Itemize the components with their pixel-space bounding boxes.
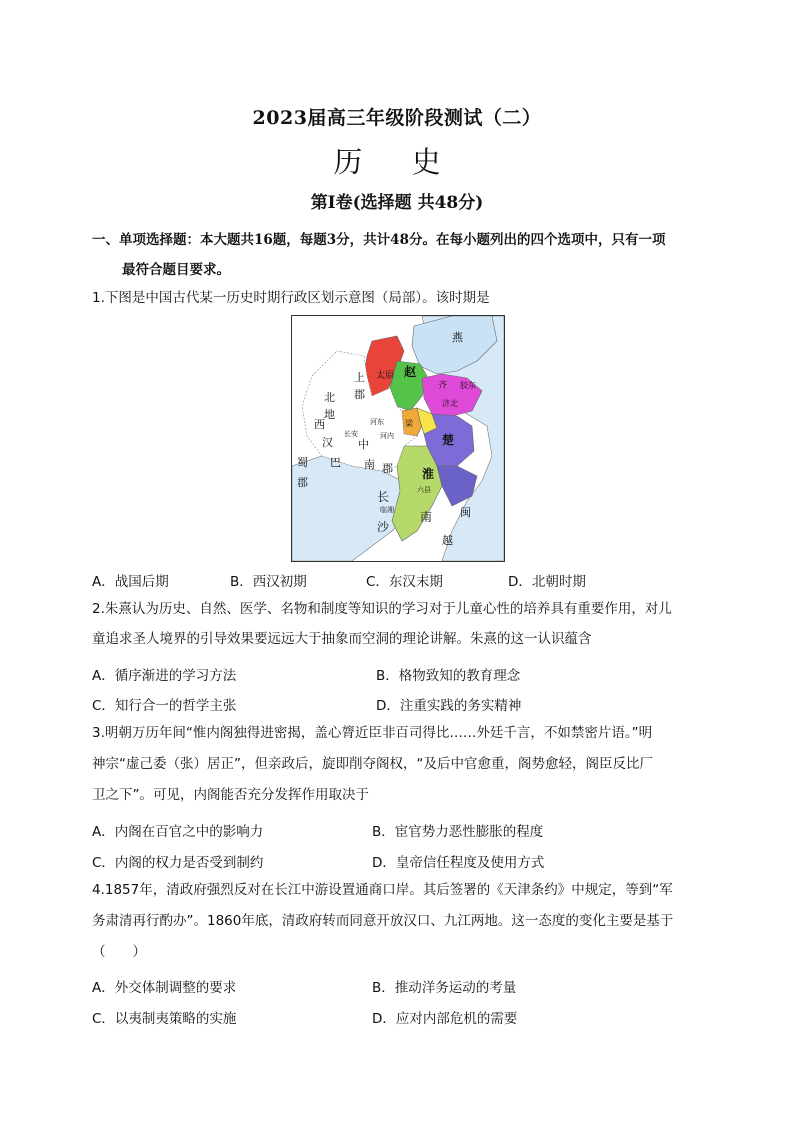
- section-instructions: [92, 225, 712, 285]
- q3-stem-line-1: 3.明朝万历年间“惟内阁独得进密揭，盖心膂近臣非百司得比……外廷千言，不如禁密片语。”明: [92, 725, 653, 741]
- svg-text:地: 地: [324, 408, 335, 421]
- q3-option-b[interactable]: B．宦官势力恶性膨胀的程度: [372, 824, 544, 840]
- svg-text:临湘: 临湘: [380, 506, 394, 514]
- q3-stem-line-3: 卫之下”。可见，内阁能否充分发挥作用取决于: [92, 787, 369, 803]
- q3-option-d[interactable]: D．皇帝信任程度及使用方式: [372, 855, 545, 871]
- part-title: 第Ⅰ卷(选择题 共48分): [310, 193, 484, 213]
- svg-text:闽: 闽: [460, 506, 471, 519]
- q1-option-a[interactable]: A．战国后期: [92, 574, 169, 590]
- svg-text:长: 长: [377, 490, 390, 504]
- svg-text:南: 南: [364, 458, 375, 471]
- q4-stem-line-3: （ ）: [92, 944, 146, 960]
- svg-text:巴: 巴: [330, 456, 341, 469]
- svg-text:太原: 太原: [376, 371, 395, 381]
- map-label-yan: 燕: [452, 331, 463, 344]
- svg-text:上: 上: [354, 371, 365, 384]
- q3-stem-line-2: 神宗“虚己委（张）居正”，但亲政后，旋即削夺阁权，“及后中官愈重，阁势愈轻，阁臣反比厂: [92, 756, 653, 772]
- q2-option-a[interactable]: A．循序渐进的学习方法: [92, 668, 237, 684]
- svg-text:南: 南: [420, 510, 433, 524]
- section-line-2: 最符合题目要求。: [122, 262, 230, 278]
- q2-stem-line-1: 2.朱熹认为历史、自然、医学、名物和制度等知识的学习对于儿童心性的培养具有重要作用，对儿: [92, 601, 672, 617]
- q2-option-c[interactable]: C．知行合一的哲学主张: [92, 698, 237, 714]
- svg-text:汉: 汉: [322, 436, 333, 449]
- q1-option-b[interactable]: B．西汉初期: [230, 574, 307, 590]
- svg-text:胶东: 胶东: [460, 381, 476, 390]
- svg-text:沙: 沙: [377, 520, 390, 534]
- q3-option-a[interactable]: A．内阁在百官之中的影响力: [92, 824, 264, 840]
- svg-text:六县: 六县: [417, 486, 431, 494]
- section-line-1: 一、单项选择题：本大题共16题，每题3分，共计48分。在每小题列出的四个选项中，只有一项: [92, 232, 666, 248]
- svg-text:郡: 郡: [297, 476, 308, 489]
- svg-text:齐: 齐: [438, 381, 448, 391]
- q4-option-b[interactable]: B．推动洋务运动的考量: [372, 980, 517, 996]
- svg-text:楚: 楚: [442, 433, 455, 447]
- svg-text:蜀: 蜀: [297, 456, 308, 469]
- q4-option-d[interactable]: D．应对内部危机的需要: [372, 1011, 518, 1027]
- svg-text:郡: 郡: [354, 388, 365, 401]
- q2-option-b[interactable]: B．格物致知的教育理念: [376, 668, 521, 684]
- q2-option-d[interactable]: D．注重实践的务实精神: [376, 698, 522, 714]
- q4-option-a[interactable]: A．外交体制调整的要求: [92, 980, 237, 996]
- q1-option-c[interactable]: C．东汉末期: [366, 574, 443, 590]
- exam-title: 2023届高三年级阶段测试（二）: [252, 107, 542, 129]
- svg-text:西: 西: [314, 418, 325, 431]
- q4-option-c[interactable]: C．以夷制夷策略的实施: [92, 1011, 237, 1027]
- q2-stem-line-2: 童追求圣人境界的引导效果要远远大于抽象而空洞的理论讲解。朱熹的这一认识蕴含: [92, 631, 592, 647]
- svg-text:赵: 赵: [404, 365, 417, 379]
- q3-option-c[interactable]: C．内阁的权力是否受到制约: [92, 855, 264, 871]
- svg-text:长安: 长安: [344, 430, 358, 438]
- q4-stem-line-1: 4.1857年，清政府强烈反对在长江中游设置通商口岸。其后签署的《天津条约》中规定，等到“军: [92, 882, 673, 898]
- svg-text:北: 北: [324, 391, 335, 404]
- svg-text:梁: 梁: [405, 419, 413, 428]
- svg-text:越: 越: [442, 534, 453, 547]
- q1-stem: 1.下图是中国古代某一历史时期行政区划示意图（局部）。该时期是: [92, 290, 490, 306]
- q1-historical-map: [291, 315, 505, 562]
- svg-text:中: 中: [358, 438, 369, 451]
- svg-text:淮: 淮: [422, 467, 435, 481]
- svg-text:郡: 郡: [382, 462, 393, 475]
- subject-title: 历 史: [333, 145, 461, 179]
- q4-stem-line-2: 务肃清再行酌办”。1860年底，清政府转而同意开放汉口、九江两地。这一态度的变化主要是基于: [92, 913, 674, 929]
- q1-option-d[interactable]: D．北朝时期: [508, 574, 586, 590]
- svg-text:河内: 河内: [380, 432, 394, 440]
- svg-text:济北: 济北: [442, 399, 458, 408]
- svg-text:河东: 河东: [370, 418, 384, 426]
